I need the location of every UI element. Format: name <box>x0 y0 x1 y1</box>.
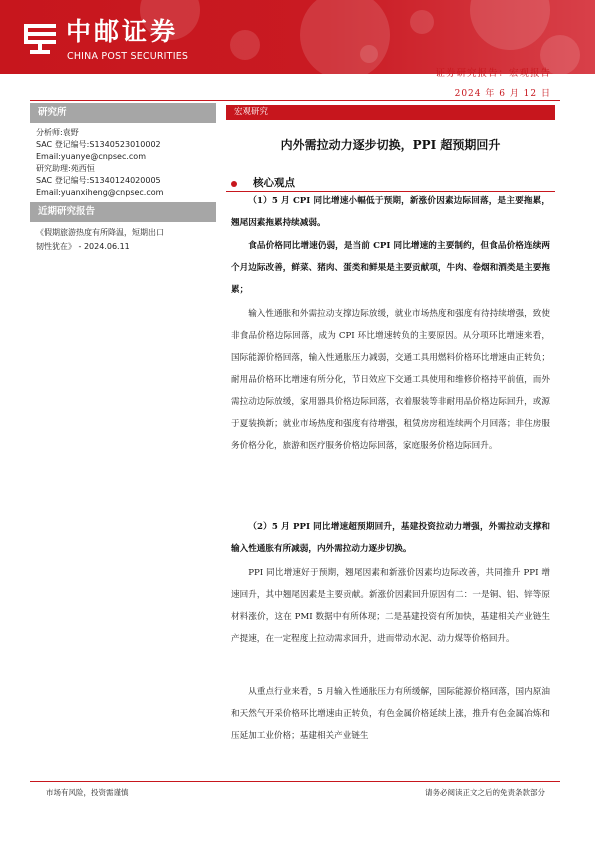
section-tag: 宏观研究 <box>226 105 555 120</box>
bullet-icon <box>231 181 237 187</box>
paragraph-ppi-detail: PPI 同比增速好于预期，翘尾因素和新涨价因素均边际改善，共同推升 PPI 增速回升，其中翘尾因素是主要贡献。新涨价因素回升原因有二：一是铜、铝、锌等原材料涨价，这在 PMI 数据中有所体现；二是基建投资有所加快，基建相关产业链生产提速，在一定程度上拉动需求回升，进而带动水泥、动力煤等价格回升。 <box>231 568 550 644</box>
paragraph-nonfood-price: 输入性通胀和外需拉动支撑边际放缓，就业市场热度和强度有待持续增强，致使非食品价格边际回落，成为 CPI 环比增速转负的主要原因。从分项环比增速来看，国际能源价格回落，输入性通胀压力减弱，交通工具用燃料价格环比增速由正转负；耐用品价格环比增速有所分化，节日效应下交通工具使用和维修价格持平前值，而外需拉动边际放缓，家用器具价格边际回落，衣着服装等非耐用品价格边际回升，或源于夏装换新；就业市场热度和强度有待增强，租赁房房租连续两个月回落；非住房服务价格分化，旅游和医疗服务价格边际回落，家庭服务价格边际回升。 <box>231 309 550 451</box>
core-views-heading: 核心观点 <box>253 177 295 189</box>
report-type: 证券研究报告：宏观报告 <box>435 68 551 79</box>
assistant-name: 研究助理:苑西恒 <box>36 164 95 173</box>
assistant-email: Email:yuanxiheng@cnpsec.com <box>36 188 164 197</box>
paragraph-ppi-summary: （2）5 月 PPI 同比增速超预期回升，基建投资拉动力增强，外需拉动支撑和输入性通胀有所减弱，内外需拉动力逐步切换。 <box>231 522 550 554</box>
risk-warning: 市场有风险，投资需谨慎 <box>46 788 129 797</box>
header-divider <box>30 100 560 101</box>
recent-report-link[interactable]: 《假期旅游热度有所降温，短期出口 <box>36 228 164 237</box>
paragraph-cpi-summary: （1）5 月 CPI 同比增速小幅低于预期，新涨价因素边际回落，是主要拖累，翘尾因素拖累持续减弱。 <box>231 196 550 228</box>
paragraph-industry: 从重点行业来看，5 月输入性通胀压力有所缓解，国际能源价格回落，国内原油和天然气开采价格环比增速由正转负，有色金属价格延续上涨，推升有色金属冶炼和压延加工业价格；基建相关产业链生 <box>231 687 550 741</box>
disclaimer-note: 请务必阅读正文之后的免责条款部分 <box>425 788 545 797</box>
assistant-sac-id: SAC 登记编号:S1340124020005 <box>36 176 161 185</box>
analyst-name: 分析师:袁野 <box>36 128 79 137</box>
logo-name-cn: 中邮证券 <box>66 17 179 46</box>
recent-reports-heading: 近期研究报告 <box>30 202 216 222</box>
paragraph-food-price: 食品价格同比增速仍弱，是当前 CPI 同比增速的主要制约，但食品价格连续两个月边际改善，鲜菜、猪肉、蛋类和鲜果是主要贡献项，牛肉、卷烟和酒类是主要拖累； <box>231 241 550 295</box>
report-date: 2024 年 6 月 12 日 <box>454 89 551 99</box>
recent-report-link-cont[interactable]: 韧性犹在》 - 2024.06.11 <box>36 242 130 251</box>
analyst-sac-id: SAC 登记编号:S1340523010002 <box>36 140 161 149</box>
analyst-email: Email:yuanye@cnpsec.com <box>36 152 146 161</box>
footer-divider <box>30 781 560 782</box>
logo-name-en: CHINA POST SECURITIES <box>67 51 189 62</box>
research-institute-heading: 研究所 <box>30 103 216 123</box>
china-post-logo-icon <box>20 18 60 58</box>
page-title: 内外需拉动力逐步切换，PPI 超预期回升 <box>280 138 501 152</box>
